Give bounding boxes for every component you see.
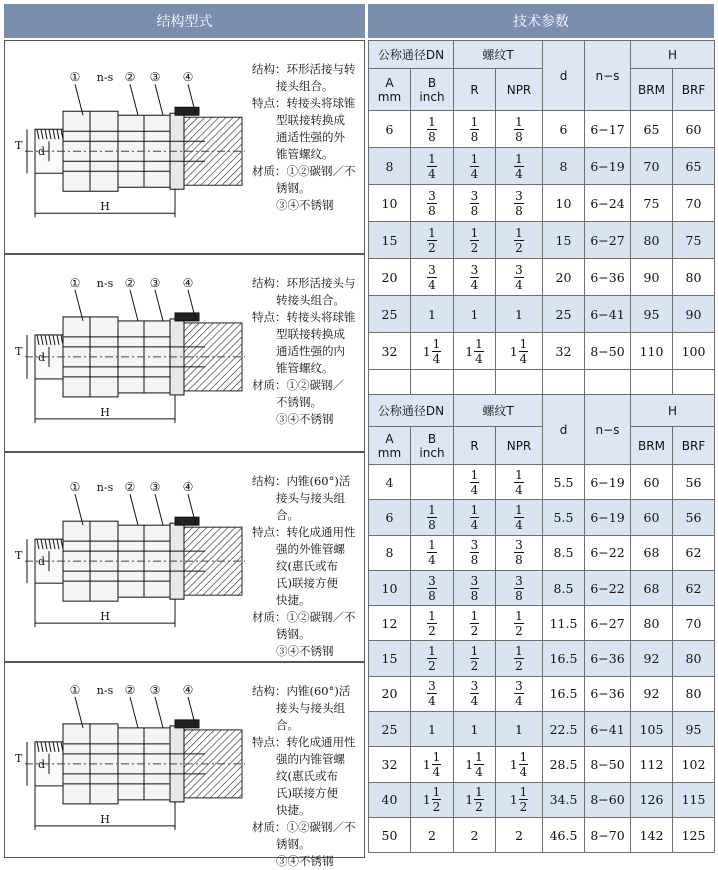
description-line: 材质：①②碳钢／不 xyxy=(252,610,356,624)
t-label: T xyxy=(15,139,23,153)
description-line: 型联接转换成 xyxy=(276,113,345,127)
cell-brf: 56 xyxy=(673,500,715,535)
d-label: d xyxy=(38,555,46,569)
cell-npr: $\frac{1}{8}$ xyxy=(496,111,543,148)
cell-brf: 70 xyxy=(673,185,715,222)
description-line: 特点：转化成通用性 xyxy=(252,525,356,539)
callout-label: ② xyxy=(124,70,136,85)
table-row xyxy=(369,222,715,259)
cell-npr: $\frac{1}{4}$ xyxy=(496,465,543,500)
h-header: H xyxy=(631,395,715,427)
description-line: 锈钢。 xyxy=(276,181,311,195)
cell-ns: 6−22 xyxy=(585,570,631,605)
description-line: 锥管螺纹。 xyxy=(276,361,334,375)
brm-header: BRM xyxy=(631,69,673,111)
cell-a: 15 xyxy=(369,641,411,676)
table-row xyxy=(369,259,715,296)
cell-brf: 125 xyxy=(673,817,715,852)
cell-brm: 90 xyxy=(631,259,673,296)
thread-header: 螺纹T xyxy=(454,41,543,69)
cell-brm: 75 xyxy=(631,185,673,222)
cell-b: $\frac{3}{4}$ xyxy=(411,259,454,296)
table-row xyxy=(369,148,715,185)
description-line: 快捷。 xyxy=(276,593,311,607)
cell-d: 8.5 xyxy=(543,535,585,570)
cell-brf: 90 xyxy=(673,296,715,333)
cell-brm: 126 xyxy=(631,782,673,817)
panel-2-description xyxy=(252,275,364,428)
cell-r: 1 $\frac{1}{2}$ xyxy=(454,782,496,817)
cell-a: 6 xyxy=(369,111,411,148)
ns-header: n−s xyxy=(585,41,631,111)
cell-ns: 6−41 xyxy=(585,712,631,747)
ns-label: n-s xyxy=(96,481,114,495)
description-line: ③④不锈钢 xyxy=(276,198,334,212)
cell-brm: 80 xyxy=(631,606,673,641)
t-label: T xyxy=(15,549,23,563)
cell-b: $\frac{3}{8}$ xyxy=(411,570,454,605)
description-line: 快捷。 xyxy=(276,803,311,817)
cell-a: 20 xyxy=(369,259,411,296)
cell-d: 8.5 xyxy=(543,570,585,605)
cell-r: $\frac{3}{8}$ xyxy=(454,570,496,605)
callout-label: ① xyxy=(69,480,81,495)
cell-b: $\frac{1}{2}$ xyxy=(411,641,454,676)
callout-label: ③ xyxy=(149,275,161,290)
callout-label: ③ xyxy=(149,480,161,495)
cell-b: $\frac{1}{4}$ xyxy=(411,535,454,570)
description-line: 接头与接头组 xyxy=(276,491,345,505)
cell-brf: 115 xyxy=(673,782,715,817)
b-inch-header: B inch xyxy=(411,69,454,111)
fitting-drawing-2 xyxy=(5,255,250,455)
cell-d: 34.5 xyxy=(543,782,585,817)
cell-brm: 92 xyxy=(631,676,673,711)
cell-ns: 6−27 xyxy=(585,222,631,259)
cell-npr: 1 $\frac{1}{4}$ xyxy=(496,333,543,370)
fitting-drawing-1 xyxy=(5,41,250,257)
cell-brf: 60 xyxy=(673,111,715,148)
callout-label: ② xyxy=(124,480,136,495)
cell-b: $\frac{1}{8}$ xyxy=(411,500,454,535)
cell-b xyxy=(411,465,454,500)
cell-brm: 70 xyxy=(631,148,673,185)
h-label: H xyxy=(100,610,110,624)
d-header: d xyxy=(543,41,585,111)
cell-brf: 80 xyxy=(673,676,715,711)
structure-header: 结构型式 xyxy=(4,4,365,38)
cell-r: $\frac{3}{8}$ xyxy=(454,185,496,222)
cell-b: 1 xyxy=(411,296,454,333)
cell-npr: $\frac{1}{2}$ xyxy=(496,222,543,259)
r-header: R xyxy=(454,69,496,111)
h-header: H xyxy=(631,41,715,69)
description-line: 氏)联接方便 xyxy=(276,576,338,590)
cell-brm: 110 xyxy=(631,333,673,370)
cell-npr: 2 xyxy=(496,817,543,852)
table-row xyxy=(369,606,715,641)
panel-4 xyxy=(4,662,365,868)
table-row xyxy=(369,465,715,500)
cell-brm: 65 xyxy=(631,111,673,148)
cell-npr: $\frac{3}{8}$ xyxy=(496,535,543,570)
callout-label: ④ xyxy=(182,275,194,290)
cell-brf: 56 xyxy=(673,465,715,500)
d-label: d xyxy=(38,757,46,771)
cell-ns: 8−60 xyxy=(585,782,631,817)
cell-brm: 80 xyxy=(631,222,673,259)
d-label: d xyxy=(38,145,46,159)
cell-ns: 8−50 xyxy=(585,747,631,782)
brf-header: BRF xyxy=(673,69,715,111)
description-line: 通适性强的内 xyxy=(276,344,345,358)
cell-a: 40 xyxy=(369,782,411,817)
description-line: 合。 xyxy=(276,508,299,522)
cell-r: $\frac{3}{4}$ xyxy=(454,259,496,296)
cell-ns: 6−41 xyxy=(585,296,631,333)
cell-r: $\frac{3}{8}$ xyxy=(454,535,496,570)
cell-brf: 80 xyxy=(673,641,715,676)
cell-brf: 102 xyxy=(673,747,715,782)
cell-brf: 62 xyxy=(673,535,715,570)
table-row xyxy=(369,185,715,222)
cell-a: 6 xyxy=(369,500,411,535)
description-line: 特点：转化成通用性 xyxy=(252,735,356,749)
description-line: 结构：内锥(60°)活 xyxy=(252,474,351,488)
cell-r: $\frac{1}{2}$ xyxy=(454,606,496,641)
cell-npr: 1 $\frac{1}{2}$ xyxy=(496,782,543,817)
fitting-diagram xyxy=(5,255,250,451)
description-line: 结构：环形活接与转 xyxy=(252,62,356,76)
cell-d: 11.5 xyxy=(543,606,585,641)
table-row xyxy=(369,712,715,747)
callout-label: ② xyxy=(124,275,136,290)
d-label: d xyxy=(38,350,46,364)
cell-a: 10 xyxy=(369,570,411,605)
spec-table-1 xyxy=(368,40,715,404)
cell-a: 12 xyxy=(369,606,411,641)
cell-a: 4 xyxy=(369,465,411,500)
callout-label: ③ xyxy=(149,70,161,85)
callout-label: ③ xyxy=(149,682,161,697)
description-line: 型联接转换成 xyxy=(276,327,345,341)
cell-npr: 1 $\frac{1}{4}$ xyxy=(496,747,543,782)
cell-npr: $\frac{3}{4}$ xyxy=(496,676,543,711)
description-line: 锈钢。 xyxy=(276,627,311,641)
cell-b: $\frac{1}{2}$ xyxy=(411,606,454,641)
cell-r: $\frac{1}{4}$ xyxy=(454,500,496,535)
cell-a: 8 xyxy=(369,148,411,185)
cell-brm: 60 xyxy=(631,465,673,500)
callout-label: ④ xyxy=(182,480,194,495)
cell-b: 2 xyxy=(411,817,454,852)
callout-label: ① xyxy=(69,682,81,697)
callout-label: ① xyxy=(69,275,81,290)
ns-label: n-s xyxy=(96,276,114,290)
cell-b: $\frac{1}{2}$ xyxy=(411,222,454,259)
cell-ns: 8−70 xyxy=(585,817,631,852)
cell-npr: $\frac{1}{4}$ xyxy=(496,148,543,185)
cell-npr: $\frac{3}{4}$ xyxy=(496,259,543,296)
cell-r: 2 xyxy=(454,817,496,852)
dn-header: 公称通径DN xyxy=(369,395,454,427)
cell-ns: 6−36 xyxy=(585,676,631,711)
table-row xyxy=(369,782,715,817)
table-row xyxy=(369,641,715,676)
cell-npr: 1 xyxy=(496,712,543,747)
fitting-diagram xyxy=(5,663,250,857)
callout-label: ① xyxy=(69,70,81,85)
description-line: 特点：转接头将球锥 xyxy=(252,310,356,324)
description-line: 材质：①②碳钢／不 xyxy=(252,820,356,834)
cell-brf: 62 xyxy=(673,570,715,605)
cell-r: 1 $\frac{1}{4}$ xyxy=(454,747,496,782)
cell-brm: 112 xyxy=(631,747,673,782)
cell-ns: 6−22 xyxy=(585,535,631,570)
panel-2 xyxy=(4,254,365,452)
cell-b: $\frac{3}{4}$ xyxy=(411,676,454,711)
table-row xyxy=(369,535,715,570)
description-line: 氏)联接方便 xyxy=(276,786,338,800)
cell-npr: $\frac{1}{2}$ xyxy=(496,641,543,676)
cell-r: $\frac{1}{2}$ xyxy=(454,641,496,676)
cell-d: 32 xyxy=(543,333,585,370)
cell-brf: 95 xyxy=(673,712,715,747)
description-line: 特点：转接头将球锥 xyxy=(252,96,356,110)
spec-table-2 xyxy=(368,394,715,853)
cell-r: $\frac{1}{4}$ xyxy=(454,465,496,500)
cell-a: 50 xyxy=(369,817,411,852)
cell-brm: 60 xyxy=(631,500,673,535)
cell-b: $\frac{3}{8}$ xyxy=(411,185,454,222)
ns-header: n−s xyxy=(585,395,631,465)
description-line: 锈钢。 xyxy=(276,837,311,851)
cell-d: 8 xyxy=(543,148,585,185)
description-line: 锥管螺纹。 xyxy=(276,147,334,161)
description-line: 合。 xyxy=(276,718,299,732)
cell-ns: 6−36 xyxy=(585,641,631,676)
cell-ns: 6−19 xyxy=(585,148,631,185)
t-label: T xyxy=(15,751,23,765)
cell-brm: 68 xyxy=(631,535,673,570)
description-line: 材质：①②碳钢／不 xyxy=(252,164,356,178)
a-mm-header: A mm xyxy=(369,69,411,111)
cell-ns: 6−19 xyxy=(585,500,631,535)
brf-header: BRF xyxy=(673,427,715,465)
cell-d: 20 xyxy=(543,259,585,296)
cell-ns: 8−50 xyxy=(585,333,631,370)
cell-b: 1 $\frac{1}{4}$ xyxy=(411,747,454,782)
fitting-drawing-4 xyxy=(5,663,250,861)
table-row xyxy=(369,817,715,852)
cell-b: $\frac{1}{8}$ xyxy=(411,111,454,148)
h-label: H xyxy=(100,200,110,214)
npr-header: NPR xyxy=(496,427,543,465)
h-label: H xyxy=(100,405,110,419)
t-label: T xyxy=(15,344,23,358)
ns-label: n-s xyxy=(96,683,114,697)
cell-brf: 70 xyxy=(673,606,715,641)
description-line: 通适性强的外 xyxy=(276,130,345,144)
description-line: ③④不锈钢 xyxy=(276,644,334,658)
cell-d: 10 xyxy=(543,185,585,222)
cell-b: 1 xyxy=(411,712,454,747)
cell-r: 1 xyxy=(454,712,496,747)
cell-d: 46.5 xyxy=(543,817,585,852)
description-line: ③④不锈钢 xyxy=(276,854,334,868)
fitting-diagram xyxy=(5,453,250,661)
fitting-diagram xyxy=(5,41,250,253)
cell-d: 25 xyxy=(543,296,585,333)
cell-d: 6 xyxy=(543,111,585,148)
cell-r: 1 $\frac{1}{4}$ xyxy=(454,333,496,370)
callout-label: ② xyxy=(124,682,136,697)
cell-npr: $\frac{1}{2}$ xyxy=(496,606,543,641)
dn-header: 公称通径DN xyxy=(369,41,454,69)
cell-b: $\frac{1}{4}$ xyxy=(411,148,454,185)
callout-label: ④ xyxy=(182,682,194,697)
cell-a: 32 xyxy=(369,747,411,782)
description-line: 强的内锥管螺 xyxy=(276,752,345,766)
cell-ns: 6−27 xyxy=(585,606,631,641)
cell-r: $\frac{1}{2}$ xyxy=(454,222,496,259)
table-row xyxy=(369,111,715,148)
panel-1 xyxy=(4,40,365,254)
cell-r: $\frac{3}{4}$ xyxy=(454,676,496,711)
table-row xyxy=(369,676,715,711)
a-mm-header: A mm xyxy=(369,427,411,465)
cell-npr: $\frac{3}{8}$ xyxy=(496,570,543,605)
thread-header: 螺纹T xyxy=(454,395,543,427)
cell-b: 1 $\frac{1}{2}$ xyxy=(411,782,454,817)
cell-b: 1 $\frac{1}{4}$ xyxy=(411,333,454,370)
table-row xyxy=(369,333,715,370)
cell-brm: 95 xyxy=(631,296,673,333)
cell-d: 22.5 xyxy=(543,712,585,747)
table-row xyxy=(369,296,715,333)
panel-3 xyxy=(4,452,365,662)
brm-header: BRM xyxy=(631,427,673,465)
description-line: 结构：内锥(60°)活 xyxy=(252,684,351,698)
cell-d: 5.5 xyxy=(543,500,585,535)
panel-4-description xyxy=(252,683,364,870)
table-row xyxy=(369,747,715,782)
cell-ns: 6−17 xyxy=(585,111,631,148)
cell-a: 25 xyxy=(369,296,411,333)
cell-brm: 105 xyxy=(631,712,673,747)
cell-a: 32 xyxy=(369,333,411,370)
d-header: d xyxy=(543,395,585,465)
cell-ns: 6−19 xyxy=(585,465,631,500)
description-line: 纹(惠氏或布 xyxy=(276,769,338,783)
table-row xyxy=(369,500,715,535)
cell-d: 16.5 xyxy=(543,676,585,711)
ns-label: n-s xyxy=(96,71,114,85)
cell-ns: 6−24 xyxy=(585,185,631,222)
description-line: 结构：环形活接头与 xyxy=(252,276,356,290)
cell-r: $\frac{1}{4}$ xyxy=(454,148,496,185)
description-line: 纹(惠氏或布 xyxy=(276,559,338,573)
cell-a: 10 xyxy=(369,185,411,222)
tech-params-header: 技术参数 xyxy=(368,4,714,38)
npr-header: NPR xyxy=(496,69,543,111)
cell-npr: $\frac{1}{4}$ xyxy=(496,500,543,535)
cell-brf: 100 xyxy=(673,333,715,370)
cell-r: 1 xyxy=(454,296,496,333)
table-row xyxy=(369,570,715,605)
b-inch-header: B inch xyxy=(411,427,454,465)
cell-brf: 75 xyxy=(673,222,715,259)
description-line: 接头与接头组 xyxy=(276,701,345,715)
cell-brm: 142 xyxy=(631,817,673,852)
r-header: R xyxy=(454,427,496,465)
callout-label: ④ xyxy=(182,70,194,85)
cell-a: 8 xyxy=(369,535,411,570)
description-line: 不锈钢。 xyxy=(276,395,322,409)
cell-brm: 68 xyxy=(631,570,673,605)
cell-d: 15 xyxy=(543,222,585,259)
description-line: 材质：①②碳钢／ xyxy=(252,378,344,392)
cell-npr: $\frac{3}{8}$ xyxy=(496,185,543,222)
cell-npr: 1 xyxy=(496,296,543,333)
panel-1-description xyxy=(252,61,364,214)
cell-brm: 92 xyxy=(631,641,673,676)
cell-ns: 6−36 xyxy=(585,259,631,296)
cell-brf: 80 xyxy=(673,259,715,296)
cell-d: 28.5 xyxy=(543,747,585,782)
cell-a: 25 xyxy=(369,712,411,747)
cell-r: $\frac{1}{8}$ xyxy=(454,111,496,148)
description-line: ③④不锈钢 xyxy=(276,412,334,426)
panel-3-description xyxy=(252,473,364,660)
h-label: H xyxy=(100,812,110,826)
fitting-drawing-3 xyxy=(5,453,250,665)
cell-d: 5.5 xyxy=(543,465,585,500)
description-line: 接头组合。 xyxy=(276,79,334,93)
cell-brf: 65 xyxy=(673,148,715,185)
cell-d: 16.5 xyxy=(543,641,585,676)
description-line: 强的外锥管螺 xyxy=(276,542,345,556)
cell-a: 15 xyxy=(369,222,411,259)
description-line: 转接头组合。 xyxy=(276,293,345,307)
cell-a: 20 xyxy=(369,676,411,711)
